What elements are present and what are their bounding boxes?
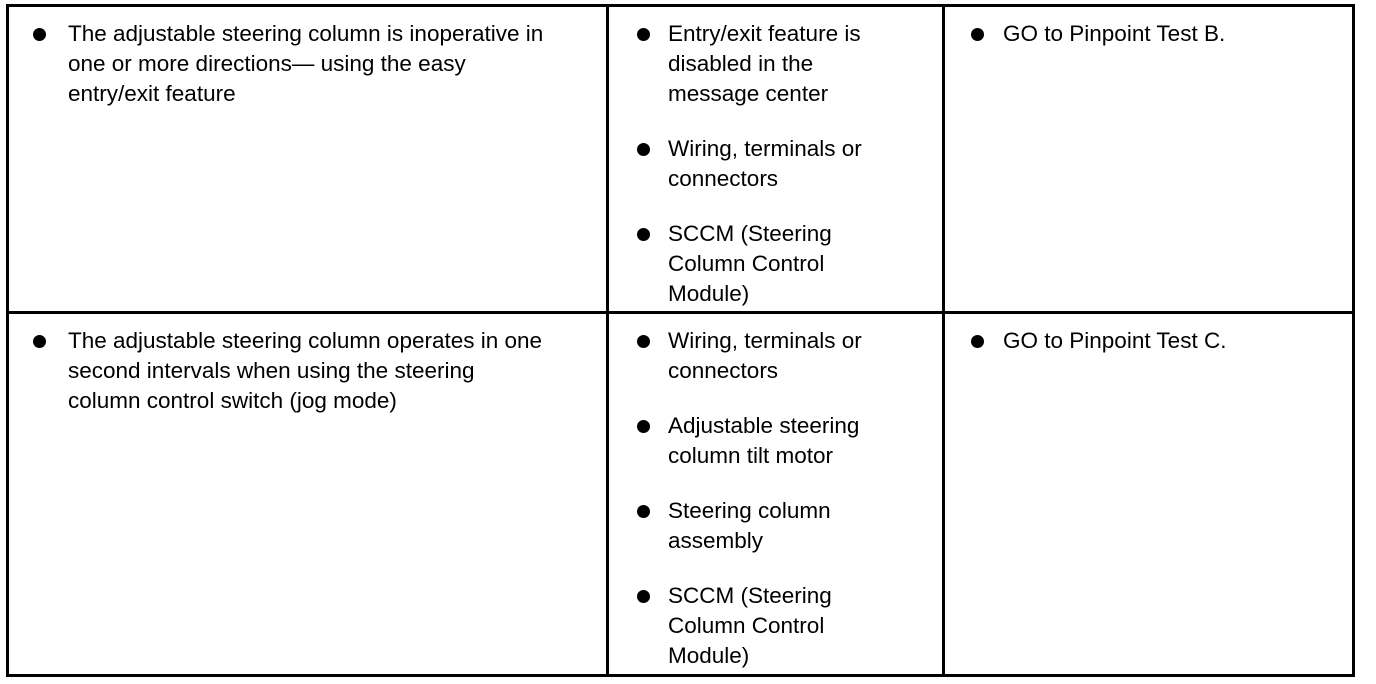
bullet-icon — [33, 335, 46, 348]
table-row — [9, 7, 1352, 314]
bullet-icon — [637, 28, 650, 41]
list-item — [637, 134, 937, 194]
possible-source-cell — [609, 7, 945, 311]
list-item — [637, 326, 937, 386]
list-item — [33, 326, 605, 416]
possible-source-text: Wiring, terminals or connectors — [668, 136, 862, 191]
list-item — [637, 411, 937, 471]
action-cell — [945, 7, 1352, 311]
symptom-chart-table — [6, 4, 1355, 677]
list-item — [637, 19, 937, 109]
list-item — [971, 19, 1341, 49]
condition-list — [33, 19, 605, 109]
list-item — [637, 496, 937, 556]
bullet-icon — [637, 143, 650, 156]
possible-source-text: Adjustable steering column tilt motor — [668, 413, 860, 468]
condition-text: The adjustable steering column operates in one second intervals when using the steering column control switch (jog mode) — [68, 328, 543, 413]
bullet-icon — [971, 28, 984, 41]
possible-source-text: Steering column assembly — [668, 498, 831, 553]
possible-source-text: Wiring, terminals or connectors — [668, 328, 862, 383]
condition-text: The adjustable steering column is inoperative in one or more directions— using the easy entry/exit feature — [68, 21, 544, 106]
list-item — [637, 219, 937, 309]
action-list — [971, 19, 1341, 49]
condition-cell — [9, 314, 609, 677]
action-text: GO to Pinpoint Test C. — [1003, 328, 1227, 353]
possible-source-text: Entry/exit feature is disabled in the message center — [668, 21, 861, 106]
possible-source-text: SCCM (Steering Column Control Module) — [668, 583, 832, 668]
list-item — [637, 581, 937, 671]
action-list — [971, 326, 1341, 356]
bullet-icon — [637, 228, 650, 241]
possible-source-cell — [609, 314, 945, 677]
possible-source-text: SCCM (Steering Column Control Module) — [668, 221, 832, 306]
table-row — [9, 314, 1352, 677]
list-item — [971, 326, 1341, 356]
action-cell — [945, 314, 1352, 677]
bullet-icon — [33, 28, 46, 41]
action-text: GO to Pinpoint Test B. — [1003, 21, 1226, 46]
condition-list — [33, 326, 605, 416]
bullet-icon — [971, 335, 984, 348]
bullet-icon — [637, 505, 650, 518]
condition-cell — [9, 7, 609, 311]
bullet-icon — [637, 420, 650, 433]
bullet-icon — [637, 335, 650, 348]
list-item — [33, 19, 605, 109]
bullet-icon — [637, 590, 650, 603]
possible-source-list — [637, 19, 937, 309]
possible-source-list — [637, 326, 937, 671]
